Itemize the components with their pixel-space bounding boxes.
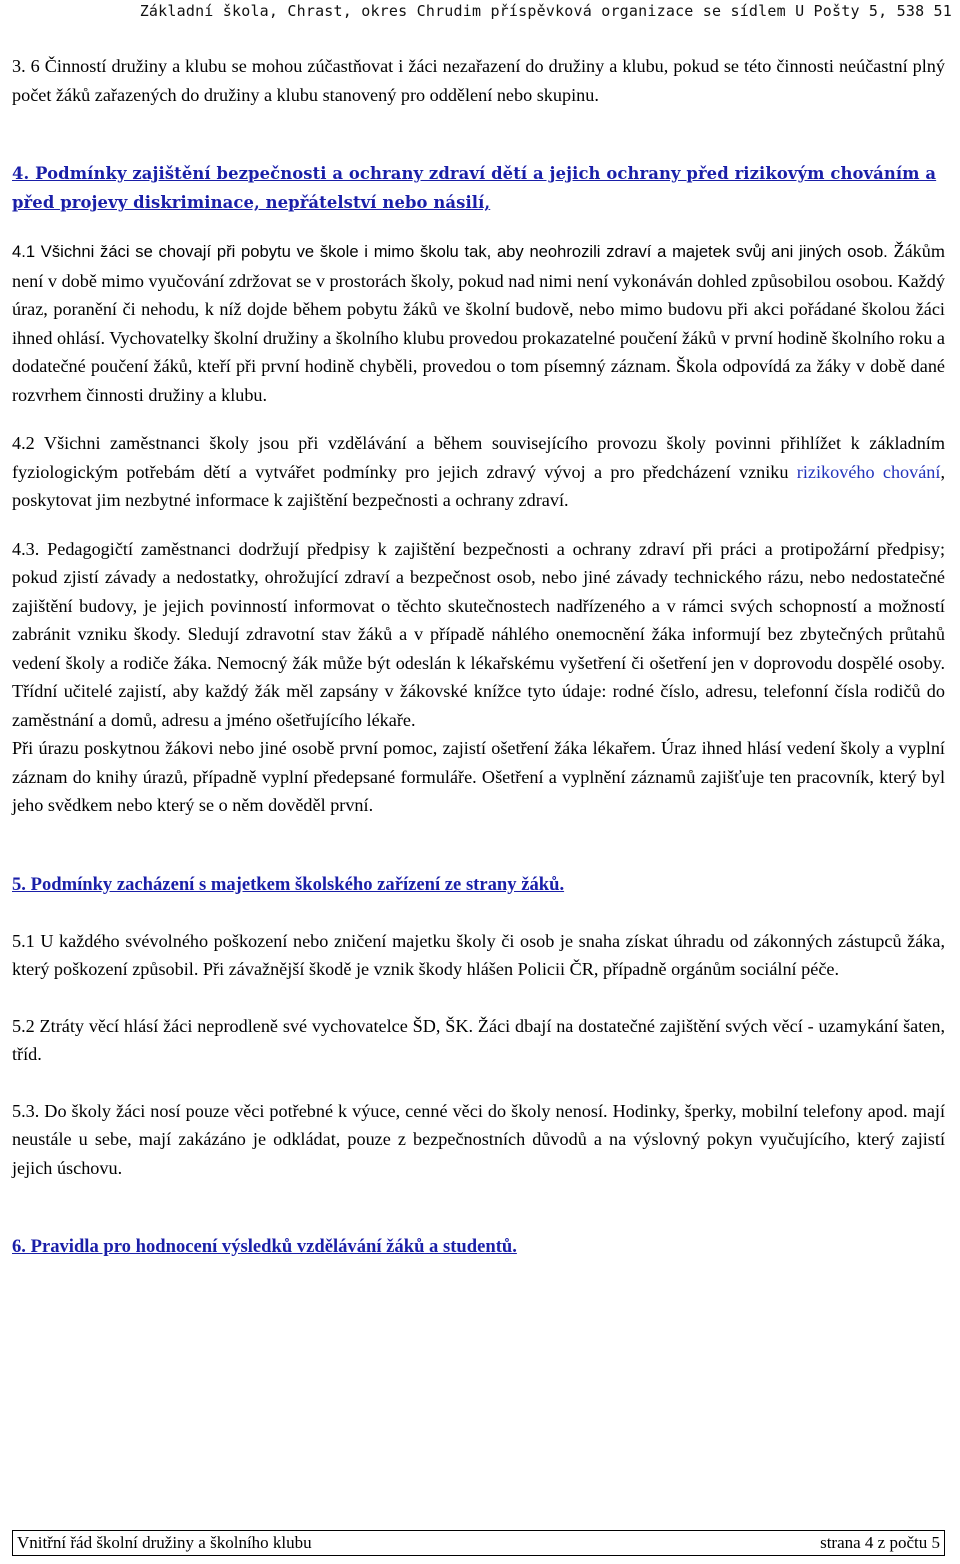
- paragraph-4-1-intro: 4.1 Všichni žáci se chovají při pobytu ve škole i mimo školu tak, aby neohrozili zdraví a majetek svůj ani jiných osob.: [12, 242, 888, 261]
- paragraph-4-3-injury: Při úrazu poskytnou žákovi nebo jiné osobě první pomoc, zajistí ošetření žáka lékařem. Úraz ihned hlásí vedení školy a vyplní záznam do knihy úrazů, případně vyplní předepsané formuláře. Ošetření a vyplnění záznamů zajišťuje ten pracovník, který byl jeho svědkem nebo který se o něm dověděl první.: [12, 738, 945, 815]
- section-6-heading: 6. Pravidla pro hodnocení výsledků vzdělávání žáků a studentů.: [12, 1236, 517, 1257]
- paragraph-4-1-body: Žákům není v době mimo vyučování zdržovat se v prostorách školy, pokud nad nimi není vykonáván dohled způsobilou osobou. Každý úraz, poranění či nehodu, k níž dojde během pobytu žáků ve školní budově, nebo mimo budovu při akci pořádané školou žáci ihned ohlásí. Vychovatelky školní družiny a školního klubu provedou prokazatelné poučení žáků v první hodině školního roku a dodatečné poučení žáků, kteří při první hodině chyběli, provedou o tom písemný záznam. Škola odpovídá za žáky v době dané rozvrhem činnosti družiny a klubu.: [12, 241, 945, 405]
- paragraph-4-2: [12, 429, 945, 515]
- page-footer: [12, 1530, 945, 1556]
- paragraph-5-2: 5.2 Ztráty věcí hlásí žáci neprodleně své vychovatelce ŠD, ŠK. Žáci dbají na dostatečné zajištění svých věcí - uzamykání šaten, tříd.: [12, 1015, 945, 1064]
- section-4-heading: 4. Podmínky zajištění bezpečnosti a ochrany zdraví dětí a jejich ochrany před rizikovým chováním a před projevy diskriminace, nepřátelství nebo násilí,: [12, 164, 937, 212]
- page-header: Základní škola, Chrast, okres Chrudim příspěvková organizace se sídlem U Pošty 5, 538 51: [139, 2, 952, 20]
- paragraph-4-3: 4.3. Pedagogičtí zaměstnanci dodržují předpisy k zajištění bezpečnosti a ochrany zdraví při práci a protipožární předpisy; pokud zjistí závady a nedostatky, ohrožující zdraví a bezpečnost osob, nebo jiné závady technického rázu, nebo nedostatečné zajištění budovy, je jejich povinností informovat o těchto skutečnostech nadřízeného a v rámci svých schopností a možností zabránit vzniku škody. Sledují zdravotní stav žáků a v případě náhlého onemocnění žáka informují bez zbytečných průtahů vedení školy a rodiče žáka. Nemocný žák může být odeslán k lékařskému vyšetření či ošetření jen v doprovodu dospělé osoby. Třídní učitelé zajistí, aby každý žák měl zapsány v žákovské knížce tyto údaje: rodné číslo, adresu, telefonní čísla rodičů do zaměstnání a domů, adresu a jméno ošetřujícího lékaře.: [12, 538, 945, 730]
- paragraph-4-2-part-a: 4.2 Všichni zaměstnanci školy jsou při vzdělávání a během souvisejícího provozu školy povinni přihlížet k základním fyziologickým potřebám dětí a vytvářet podmínky pro jejich zdravý vývoj a pro předcházení vzniku: [12, 433, 945, 482]
- paragraph-5-1: 5.1 U každého svévolného poškození nebo zničení majetku školy či osob je snaha získat úhradu od zákonných zástupců žáka, který poškození způsobil. Při závažnější škodě je vznik škody hlášen Policii ČR, případně orgánům sociální péče.: [12, 930, 945, 979]
- paragraph-4-2-part-b: , poskytovat jim nezbytné informace k zajištění bezpečnosti a ochrany zdraví.: [12, 461, 945, 510]
- paragraph-5-3: 5.3. Do školy žáci nosí pouze věci potřebné k výuce, cenné věci do školy nenosí. Hodinky, šperky, mobilní telefony apod. mají neustále u sebe, mají zakázáno je odkládat, pouze z bezpečnostních důvodů a na výslovný pokyn vyučujícího, který zajistí jejich úschovu.: [12, 1100, 945, 1178]
- footer-page-number: strana 4 z počtu 5: [820, 1533, 940, 1552]
- section-5-heading: 5. Podmínky zacházení s majetkem školského zařízení ze strany žáků.: [12, 873, 565, 895]
- paragraph-3-6: 3. 6 Činností družiny a klubu se mohou zúčastňovat i žáci nezařazení do družiny a klubu, pokud se této činnosti neúčastní plný počet žáků zařazených do družiny a klubu stanovený pro oddělení nebo skupinu.: [12, 56, 945, 105]
- risk-behavior-link[interactable]: rizikového chování: [796, 461, 941, 482]
- footer-document-title: Vnitřní řád školní družiny a školního klubu: [17, 1533, 312, 1552]
- document-body: [12, 52, 945, 1261]
- paragraph-4-1: [12, 237, 945, 409]
